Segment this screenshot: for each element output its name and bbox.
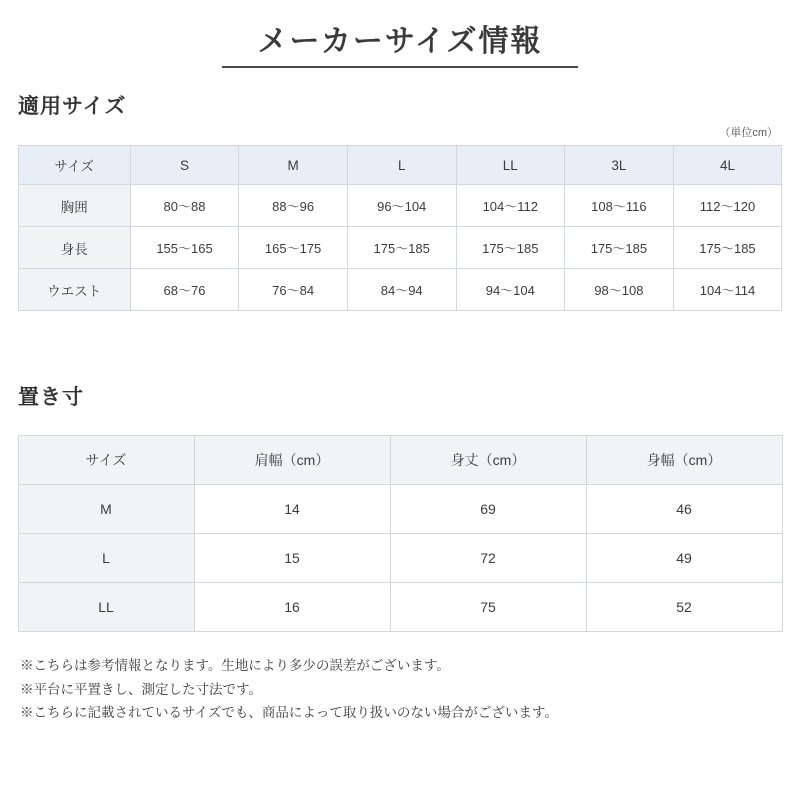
table-header-row [18,436,782,485]
column-header: S [130,146,239,185]
note-line: ※こちらに記載されているサイズでも、商品によって取り扱いのない場合がございます。 [20,705,558,721]
column-header: L [347,146,456,185]
table-cell: 175〜185 [347,227,456,269]
column-header: 4L [673,146,782,185]
column-header: LL [456,146,565,185]
title-underline [222,66,578,68]
row-header: LL [18,583,194,632]
column-header: 身丈（cm） [390,436,586,485]
table-cell: 80〜88 [130,185,239,227]
row-header: 胸囲 [18,185,130,227]
flat-size-heading: 置き寸 [18,386,84,409]
notes-block [20,654,800,725]
maker-size-heading: 適用サイズ [18,95,127,118]
table-row [18,227,782,269]
column-header: M [239,146,348,185]
table-row [18,269,782,311]
table-cell: 108〜116 [565,185,674,227]
table-cell: 104〜114 [673,269,782,311]
table-row [18,583,782,632]
row-header: L [18,534,194,583]
column-header: サイズ [18,146,130,185]
table-cell: 68〜76 [130,269,239,311]
table-cell: 94〜104 [456,269,565,311]
table-cell: 155〜165 [130,227,239,269]
table-cell: 16 [194,583,390,632]
table-row [18,534,782,583]
table-cell: 52 [586,583,782,632]
table-cell: 175〜185 [456,227,565,269]
table-cell: 98〜108 [565,269,674,311]
table-cell: 104〜112 [456,185,565,227]
page-title: メーカーサイズ情報 [257,25,543,58]
table-cell: 15 [194,534,390,583]
table-row [18,485,782,534]
table-cell: 175〜185 [673,227,782,269]
maker-size-table [18,145,783,311]
table-cell: 72 [390,534,586,583]
row-header: ウエスト [18,269,130,311]
table-cell: 84〜94 [347,269,456,311]
column-header: 肩幅（cm） [194,436,390,485]
table-cell: 75 [390,583,586,632]
flat-size-table [18,435,783,632]
column-header: サイズ [18,436,194,485]
row-header: M [18,485,194,534]
unit-note: （単位cm） [719,127,778,139]
table-cell: 14 [194,485,390,534]
table-cell: 165〜175 [239,227,348,269]
note-line: ※こちらは参考情報となります。生地により多少の誤差がございます。 [20,658,450,673]
note-line: ※平台に平置きし、測定した寸法です。 [20,681,262,697]
table-cell: 46 [586,485,782,534]
table-cell: 76〜84 [239,269,348,311]
table-header-row [18,146,782,185]
table-cell: 96〜104 [347,185,456,227]
table-row [18,185,782,227]
row-header: 身長 [18,227,130,269]
table-cell: 49 [586,534,782,583]
column-header: 身幅（cm） [586,436,782,485]
table-cell: 112〜120 [673,185,782,227]
column-header: 3L [565,146,674,185]
table-cell: 175〜185 [565,227,674,269]
table-cell: 69 [390,485,586,534]
table-cell: 88〜96 [239,185,348,227]
